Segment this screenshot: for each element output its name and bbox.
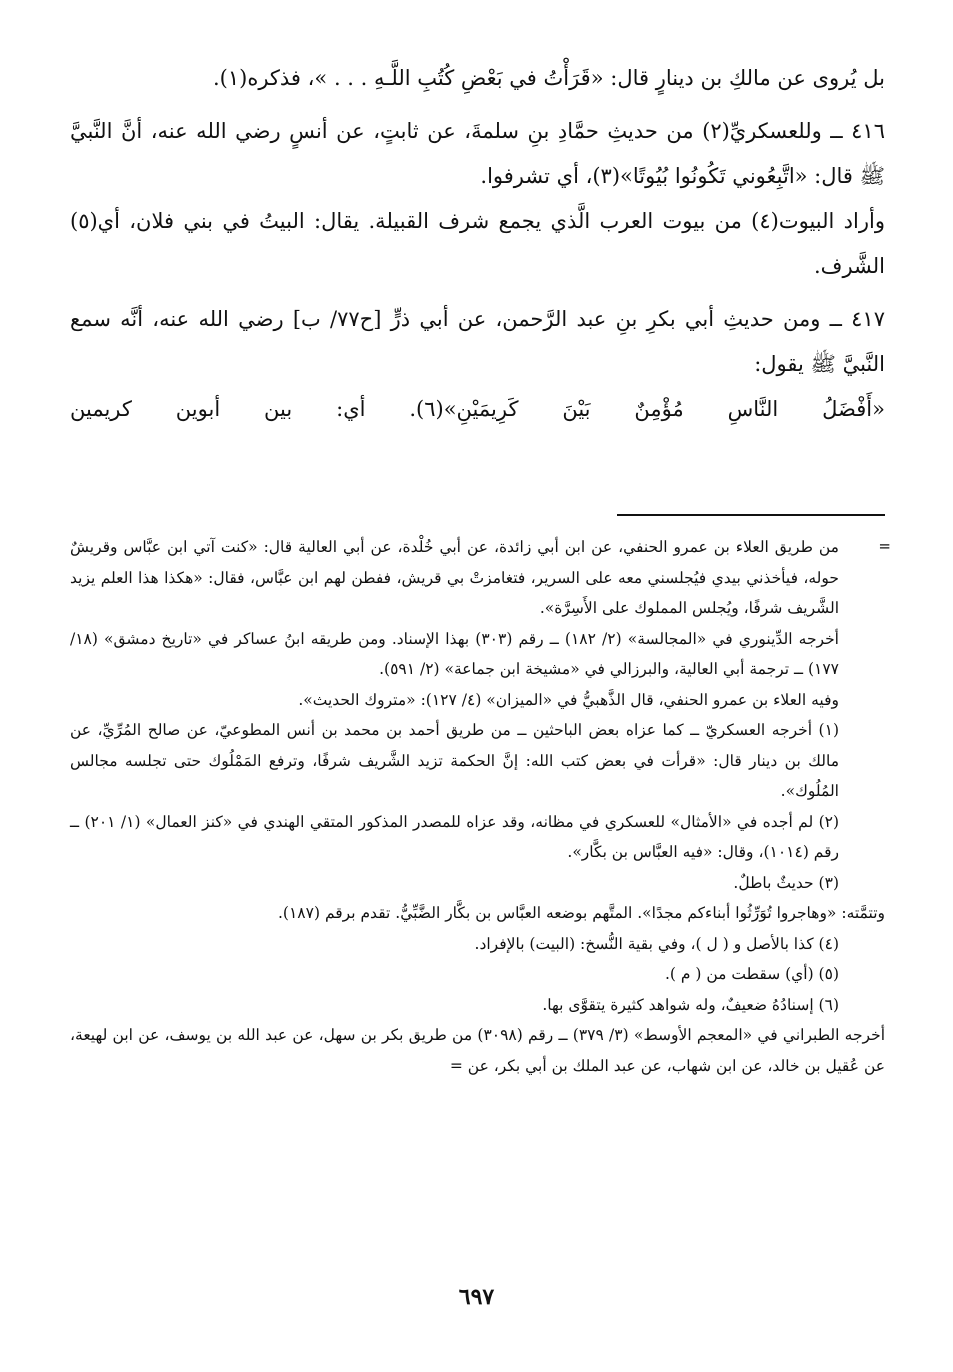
footnote-line: أخرجه الدِّينوري في «المجالسة» (٢/ ١٨٢) ــ رقم (٣٠٣) بهذا الإسناد. ومن طريقه ابنُ عساكر في «تاريخ دمشق» (١٨/ ١٧٧) ــ ترجمة أبي العالية، والبرزالي في «مشيخة ابن جماعة» (٢/ ٥٩١). (70, 629, 839, 678)
paragraph-417: ٤١٧ ــ ومن حديثِ أبي بكرِ بنِ عبد الرَّحمن، عن أبي ذرٍّ [ح٧٧/ ب] رضي الله عنه، أنَّه سمع النَّبيَّ ﷺ يقول: (70, 307, 885, 376)
footnotes (70, 532, 885, 1081)
footnote-line: أخرجه الطبراني في «المعجم الأوسط» (٣/ ٣٧٩) ــ رقم (٣٠٩٨) من طريق بكر بن سهل، عن عبد الله بن يوسف، عن ابن لهيعة، عن عُقيل بن خالد، عن ابن شهاب، عن عبد الملك بن أبي بكر، عن = (70, 1026, 885, 1075)
paragraph-intro: بل يُروى عن مالكِ بن دينارٍ قال: «قَرَأْتُ في بَعْضِ كُتُبِ اللَّـهِ . . . »، فذكره(١). (212, 66, 885, 90)
footnote-2: (٢) لم أجده في «الأمثال» للعسكري في مظانه، وقد عزاه للمصدر المذكور المتقي الهندي في «كنز العمال» (١/ ٢٠١) ــ رقم (١٠١٤)، وقال: «فيه العبَّاس بن بكَّار». (70, 812, 840, 861)
footnote-5: (٥) (أي) سقطت من ( م ). (664, 965, 839, 983)
paragraph-416: ٤١٦ ــ وللعسكريِّ(٢) من حديثِ حمَّادِ بنِ سلمةَ، عن ثابتٍ، عن أنسٍ رضي الله عنه، أنَّ النَّبيَّ ﷺ قال: «اتَّبِعُوني تَكُونُوا بُيُوتًا»(٣)، أي تشرفوا. (70, 119, 885, 188)
footnote-4: (٤) كذا بالأصل و ( ل )، وفي بقية النُّسخ: (البيت) بالإفراد. (474, 934, 839, 953)
footnote-3: (٣) حديثٌ باطلٌ. (733, 873, 839, 892)
paragraph-hadith-quote: «أَفْضَلُ النَّاسِ مُؤْمِنٌ بَيْنَ كَرِيمَيْنِ»(٦). أي: بين أبوين كريمين (70, 397, 885, 421)
footnote-line: وتتمَّته: «وهاجروا تُوَرِّثُوا أبناءكم مجدًا». المتَّهم بوضعه العبَّاس بن بكَّار الضَّبِّيُّ. تقدم برقم (١٨٧). (278, 904, 885, 922)
page-number: ٦٩٧ (458, 1284, 495, 1310)
main-text (70, 56, 885, 432)
footnote-divider (617, 514, 885, 516)
footnote-1: (١) أخرجه العسكريّ ــ كما عزاه بعض الباحثين ــ من طريق أحمد بن محمد بن أنس المطوعيّ، عن صالح المُرِّيِّ، عن مالك بن دينار قال: «قرأت في بعض كتب الله: إنَّ الحكمة تزيد الشَّريف شرفًا، وترفع المَمْلُوك حتى تجلسه مجالس المُلُوك». (70, 721, 839, 800)
footnote-6: (٦) إسنادُهُ ضعيفٌ، وله شواهد كثيرة يتقوَّى بها. (542, 995, 839, 1014)
footnote-line: وفيه العلاء بن عمرو الحنفي، قال الذَّهبيُّ في «الميزان» (٤/ ١٢٧): «متروك الحديث». (298, 690, 839, 709)
continuation-mark: = (878, 537, 891, 555)
footnote-line: من طريق العلاء بن عمرو الحنفي، عن ابن أبي زائدة، عن أبي خُلْدة، عن أبي العالية قال: «كنت آتي ابن عبَّاس وقريشٌ حوله، فيأخذني بيدي فيُجلسني معه على السرير، فتغامزتْ بي قريش، ففطن لهم ابن عبَّاس، فقال: «هكذا هذا العلم يزيد الشَّريف شرفًا، ويُجلس المملوك على الأَسِرَّة». (70, 538, 839, 617)
paragraph-explanation: وأراد البيوت(٤) من بيوت العرب الَّذي يجمع شرف القبيلة. يقال: البيتُ في بني فلان، أي(٥) الشَّرف. (70, 209, 885, 278)
